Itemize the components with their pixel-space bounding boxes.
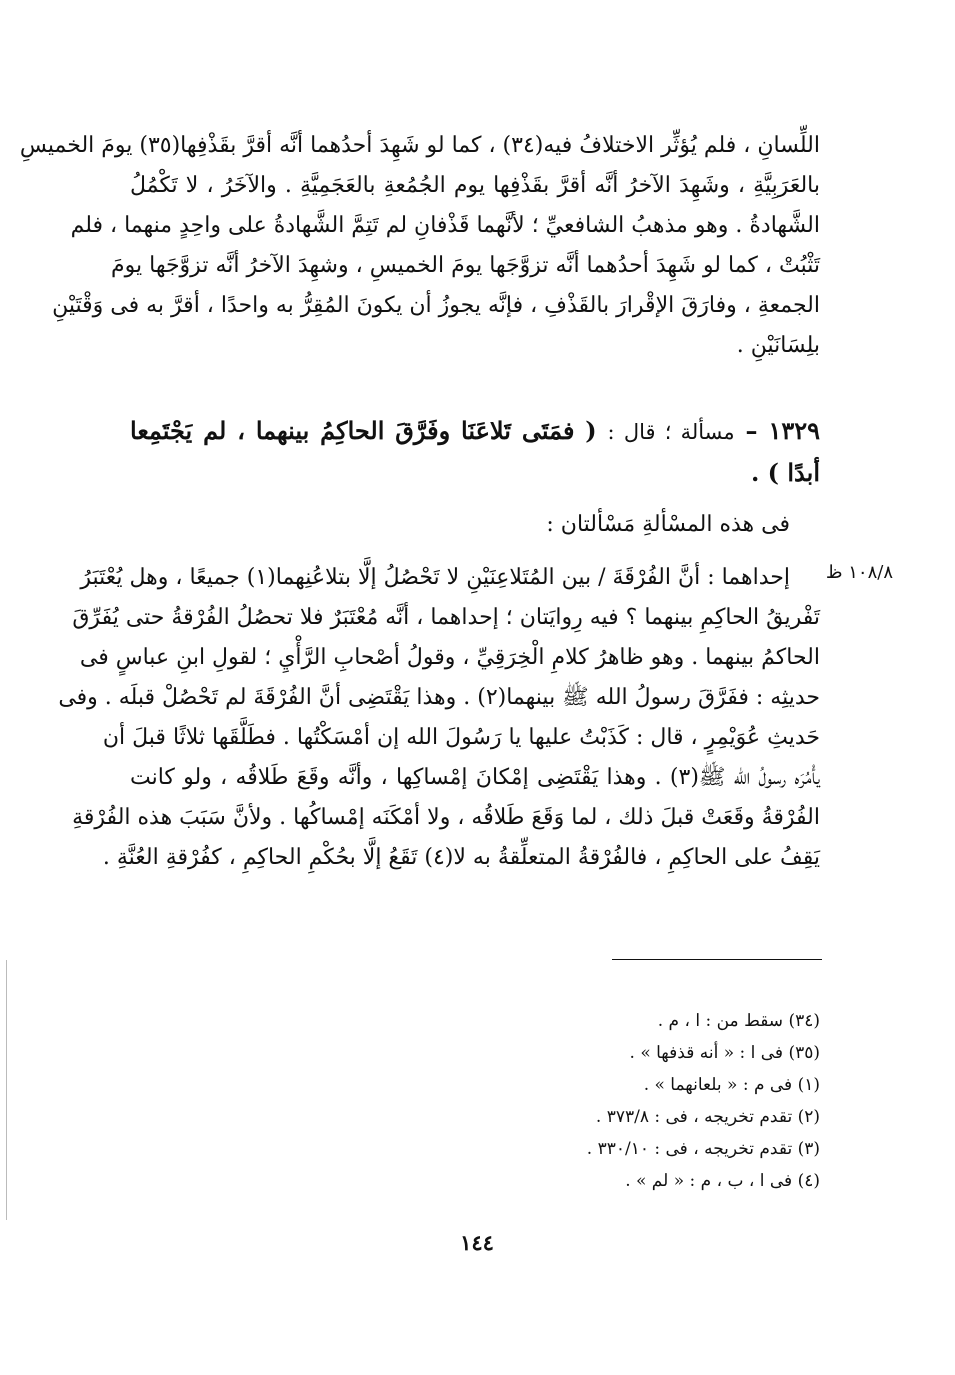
text-line: حديثِه : ففَرَّقَ رسولُ الله ﷺ بينهما(٢) . وهذا يَقْتَضِى أنَّ الفُرْقَةَ لم تَحْصُلْ قبلَه . وفى: [58, 685, 820, 710]
paragraph-first-issue: [58, 558, 820, 878]
text-line: حَديثِ عُوَيْمِرٍ ، قال : كَذَبْتُ عليها يا رَسُولَ الله إن أمْسَكْتُها . فطَلَّقَها ثلاثًا قبلَ أن: [102, 725, 820, 750]
text-line: إحداهما : أنَّ الفُرْقَةَ / بين المُتَلاعِنَيْنِ لا تَحْصُلُ إلَّا بتلاعُنِهما(١) جميعًا ، وهل يُعْتَبَرُ: [80, 565, 790, 590]
text-line: يَقِفُ على الحاكِمِ ، فالفُرْقةُ المتعلِّقةُ به لا(٤) تَقَعُ إلَّا بحُكْمِ الحاكِمِ ، كفُرْقةِ العُنَّةِ .: [102, 845, 820, 870]
masala-label: مسألة ؛ قال :: [607, 420, 735, 444]
masala-number: ١٣٢٩: [768, 416, 820, 445]
footnotes: [420, 1005, 820, 1197]
footnote: (٣٥) فى ا : « أنه قذفها » .: [629, 1043, 820, 1063]
page-number: ١٤٤: [460, 1230, 494, 1255]
footnote: (٤) فى ا ، ب ، م : « لم » .: [625, 1171, 820, 1191]
text-line: تَفْريقُ الحاكِمِ بينهما ؟ فيه رِوايَتان ؛ إحداهما ، أنَّه مُعْتَبَرٌ فلا تحصُلُ الفُرْقةُ حتى يُفَرِّقَ: [72, 605, 820, 630]
footnote: (٣) تقدم تخريجه ، فى : ٣٣٠/١٠ .: [586, 1139, 820, 1159]
text-line: بلِسَانَيْنِ .: [736, 333, 820, 358]
footnote: (٢) تقدم تخريجه ، فى : ٣٧٣/٨ .: [595, 1107, 820, 1127]
masala-quote-continuation: أبدًا ) .: [750, 458, 820, 487]
footnote: (٣٤) سقط من : ا ، م .: [657, 1011, 820, 1031]
text-line: الفُرْقةُ وقَعَتْ قبلَ ذلك ، لما وَقَعَ طَلاقُه ، ولا أمْكَنَه إمْساكُها . ولأنَّ سَبَبَ هذه الفُرْقةِ: [72, 805, 820, 830]
margin-reference: ١٠٨/٨ ظ: [825, 562, 893, 583]
masala-heading-line: [130, 410, 820, 452]
text-line: اللِّسانِ ، فلم يُؤثِّر الاختلافُ فيه(٣٤) ، كما لو شَهِدَ أحدُهما أنَّه أقرَّ بقَذْفِها(٣٥) يومَ الخميسِ: [19, 133, 820, 158]
paragraph-continuation: [19, 126, 820, 366]
masala-heading: [130, 410, 820, 494]
masala-quote: ( فمَتَى تَلاعَنَا وفَرَّقَ الحاكِمُ بينهما ، لم يَجْتَمِعا: [130, 416, 597, 445]
footnote: (١) فى م : « بلعانهما » .: [643, 1075, 820, 1095]
text-line: فى هذه المسْألةِ مَسْألتان :: [546, 512, 790, 537]
text-line: الحاكمُ بينهما . وهو ظاهرُ كلامِ الْخِرَقِيِّ ، وقولُ أصْحابِ الرَّأْيِ ؛ لقولِ ابنِ عباسٍ فى: [79, 645, 820, 670]
scan-edge-mark: [6, 960, 7, 1220]
text-line: الجمعةِ ، وفارَقَ الإقْرارَ بالقَذْفِ ، فإنَّه يجوزُ أن يكونَ المُقِرُّ به واحدًا ، أقرَّ به فى وَقْتَيْنِ: [52, 293, 820, 318]
masala-dash: –: [745, 416, 758, 445]
text-line: تَثْبُتْ ، كما لو شَهِدَ أحدُهما أنَّه تزوَّجَها يومَ الخميسِ ، وشهِدَ الآخرُ أنَّه تزوَّجَها يومَ: [111, 253, 820, 278]
footnote-separator: [612, 959, 822, 960]
text-line: يأْمُرَه رسولُ الله ﷺ(٣) . وهذا يَقْتَضِى إمْكانَ إمْساكِها ، وأنَّه وقَعَ طَلاقُه ، ولو كانت: [130, 765, 820, 790]
text-line: بالعَرَبِيَّةِ ، وشَهِدَ الآخرُ أنَّه أقرَّ بقَذْفِها يوم الجُمُعةِ بالعَجَمِيَّةِ . والآخَرُ ، لا تَكْمُلُ: [130, 173, 820, 198]
text-line: الشَّهادةُ . وهو مذهبُ الشافعيِّ ؛ لأنَّهما قَذْفانِ لم تَتِمَّ الشَّهادةُ على واحِدٍ منهما ، فلم: [70, 213, 820, 238]
intro-line: [130, 505, 820, 545]
